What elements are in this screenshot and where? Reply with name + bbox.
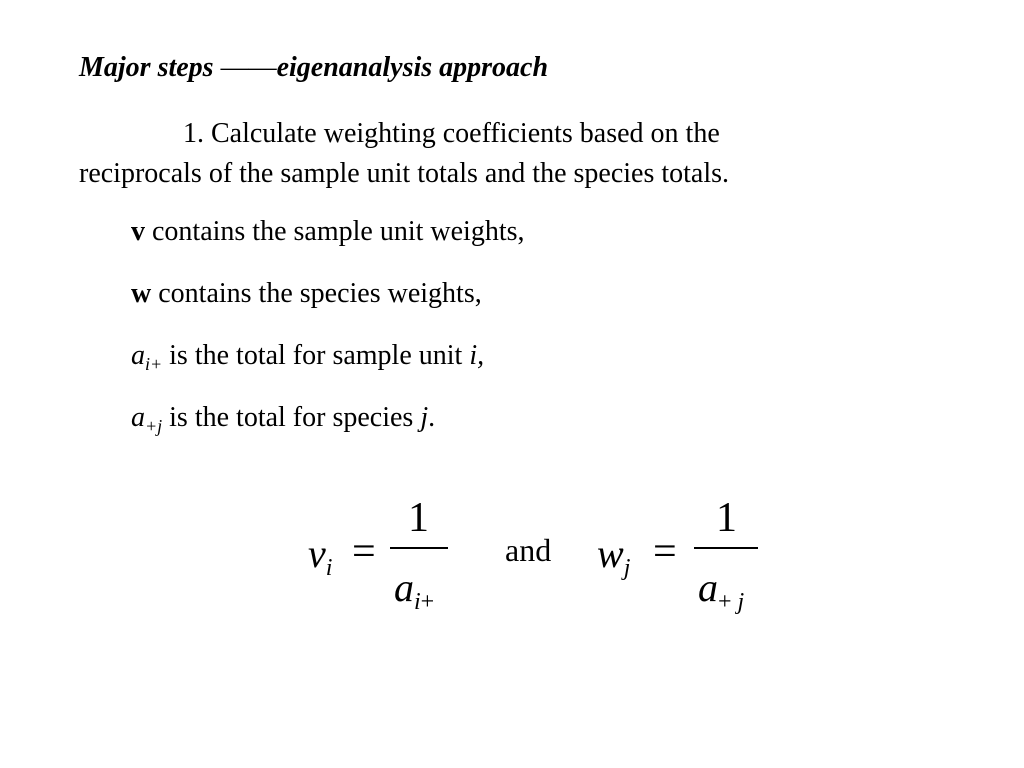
equation-and-word: and [505,532,552,568]
equation-right-numerator: 1 [716,495,737,541]
equation-right-fraction-bar [694,547,758,549]
step-1-line-1-text: 1. Calculate weighting coefficients based on the [183,118,720,149]
definition-aj-text: is the total for species [162,402,421,433]
equation-right-den-sub-plus: + [718,589,738,615]
equation-right-denominator [698,564,745,615]
definition-a-i-plus [131,340,484,372]
equation-left-den-sub-i: i [414,589,421,615]
definition-aj-var: j [420,402,429,433]
equation-right-den-sub [718,589,744,615]
definition-ai-var: i [469,340,478,371]
step-1-line-1 [79,114,729,154]
equation-left-den-sub [414,589,434,615]
definition-ai-subscript: i+ [145,354,163,374]
definition-v-symbol: v [131,216,145,247]
equation-right-lhs [597,530,631,581]
heading-part1: Major steps [79,52,221,83]
equation-right-den-var: a [698,565,718,610]
slide-heading [79,52,548,84]
equation-left-denominator [394,564,435,615]
equation-left-sub: i [325,555,333,581]
step-1-line-2: reciprocals of the sample unit totals and the species totals. [79,158,730,189]
definition-ai-symbol: a [131,340,145,371]
equation-left-numerator: 1 [408,495,429,541]
definition-v-text: contains the sample unit weights, [145,216,525,247]
definition-w-text: contains the species weights, [151,278,482,309]
definition-aj-subscript: +j [145,416,163,436]
definition-a-plus-j [131,402,435,434]
definition-aj-symbol: a [131,402,145,433]
equation-right-var: w [597,531,624,576]
definition-ai-end: , [477,340,485,371]
definition-v [131,216,525,248]
equation-left-var: v [308,531,326,576]
definition-aj-end: . [428,402,436,433]
equation-right-equals: = [653,529,677,575]
equation-right-sub: j [623,555,631,581]
definition-w-symbol: w [131,278,152,309]
definition-ai-text: is the total for sample unit [162,340,470,371]
equation-left-equals: = [352,529,376,575]
equation-left-den-sub-plus: + [420,589,435,615]
step-1-paragraph [79,114,729,194]
heading-part2: eigenanalysis approach [276,52,549,83]
equation-left-den-var: a [394,565,414,610]
equation-left-lhs [308,530,333,581]
definition-w [131,278,482,310]
equation-right-den-sub-j: j [737,589,745,615]
heading-dash: —— [220,52,277,83]
equation-left-fraction-bar [390,547,448,549]
